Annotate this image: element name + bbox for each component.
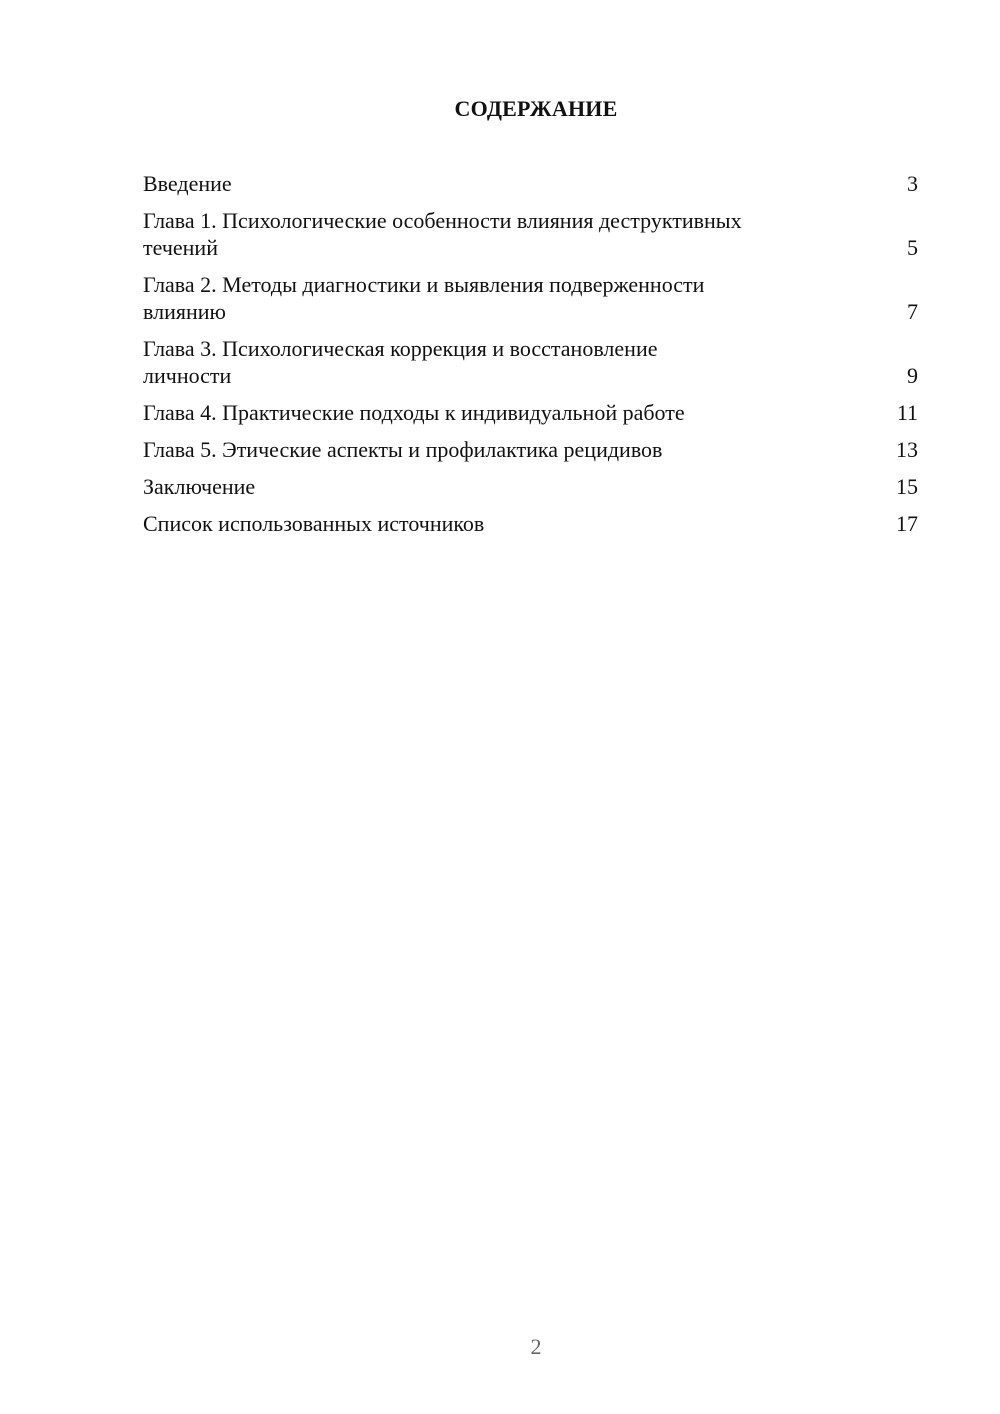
toc-entry-page: 13 [896, 437, 918, 462]
toc-entry-line: Глава 3. Психологическая коррекция и восстановление [143, 336, 658, 361]
toc-entry-introduction [143, 170, 918, 197]
toc-entry-text [143, 473, 878, 500]
toc-entry-text [143, 170, 878, 197]
toc-entry-line: Заключение [143, 474, 256, 499]
toc-entry-page: 7 [907, 299, 918, 324]
toc-entry-page: 3 [907, 171, 918, 196]
toc-entry-line: влиянию [143, 299, 226, 324]
toc-entry-line: Глава 1. Психологические особенности влияния деструктивных [143, 208, 742, 233]
toc-title: СОДЕРЖАНИЕ [454, 96, 618, 121]
toc-entry-line: Список использованных источников [143, 511, 485, 536]
toc-entry-page: 9 [907, 363, 918, 388]
toc-entry-references [143, 510, 918, 537]
toc-entry-chapter-5 [143, 436, 918, 463]
toc-entry-text [143, 335, 878, 389]
toc-entry-chapter-3 [143, 335, 918, 389]
toc-entry-page: 11 [896, 400, 918, 425]
toc-entry-page: 17 [896, 511, 918, 536]
toc-entry-line: Глава 2. Методы диагностики и выявления подверженности [143, 272, 705, 297]
table-of-contents [143, 170, 918, 547]
toc-entry-chapter-2 [143, 271, 918, 325]
toc-entry-line: Глава 5. Этические аспекты и профилактика рецидивов [143, 437, 663, 462]
toc-entry-conclusion [143, 473, 918, 500]
toc-entry-text [143, 399, 878, 426]
toc-entry-text [143, 510, 878, 537]
toc-entry-page: 15 [896, 474, 918, 499]
page-number: 2 [530, 1334, 542, 1359]
toc-entry-text [143, 436, 878, 463]
toc-entry-line: Глава 4. Практические подходы к индивидуальной работе [143, 400, 685, 425]
toc-entry-text [143, 207, 878, 261]
toc-entry-line: течений [143, 235, 218, 260]
toc-entry-line: Введение [143, 171, 232, 196]
toc-entry-chapter-4 [143, 399, 918, 426]
toc-entry-text [143, 271, 878, 325]
toc-entry-chapter-1 [143, 207, 918, 261]
toc-entry-page: 5 [907, 235, 918, 260]
toc-entry-line: личности [143, 363, 232, 388]
